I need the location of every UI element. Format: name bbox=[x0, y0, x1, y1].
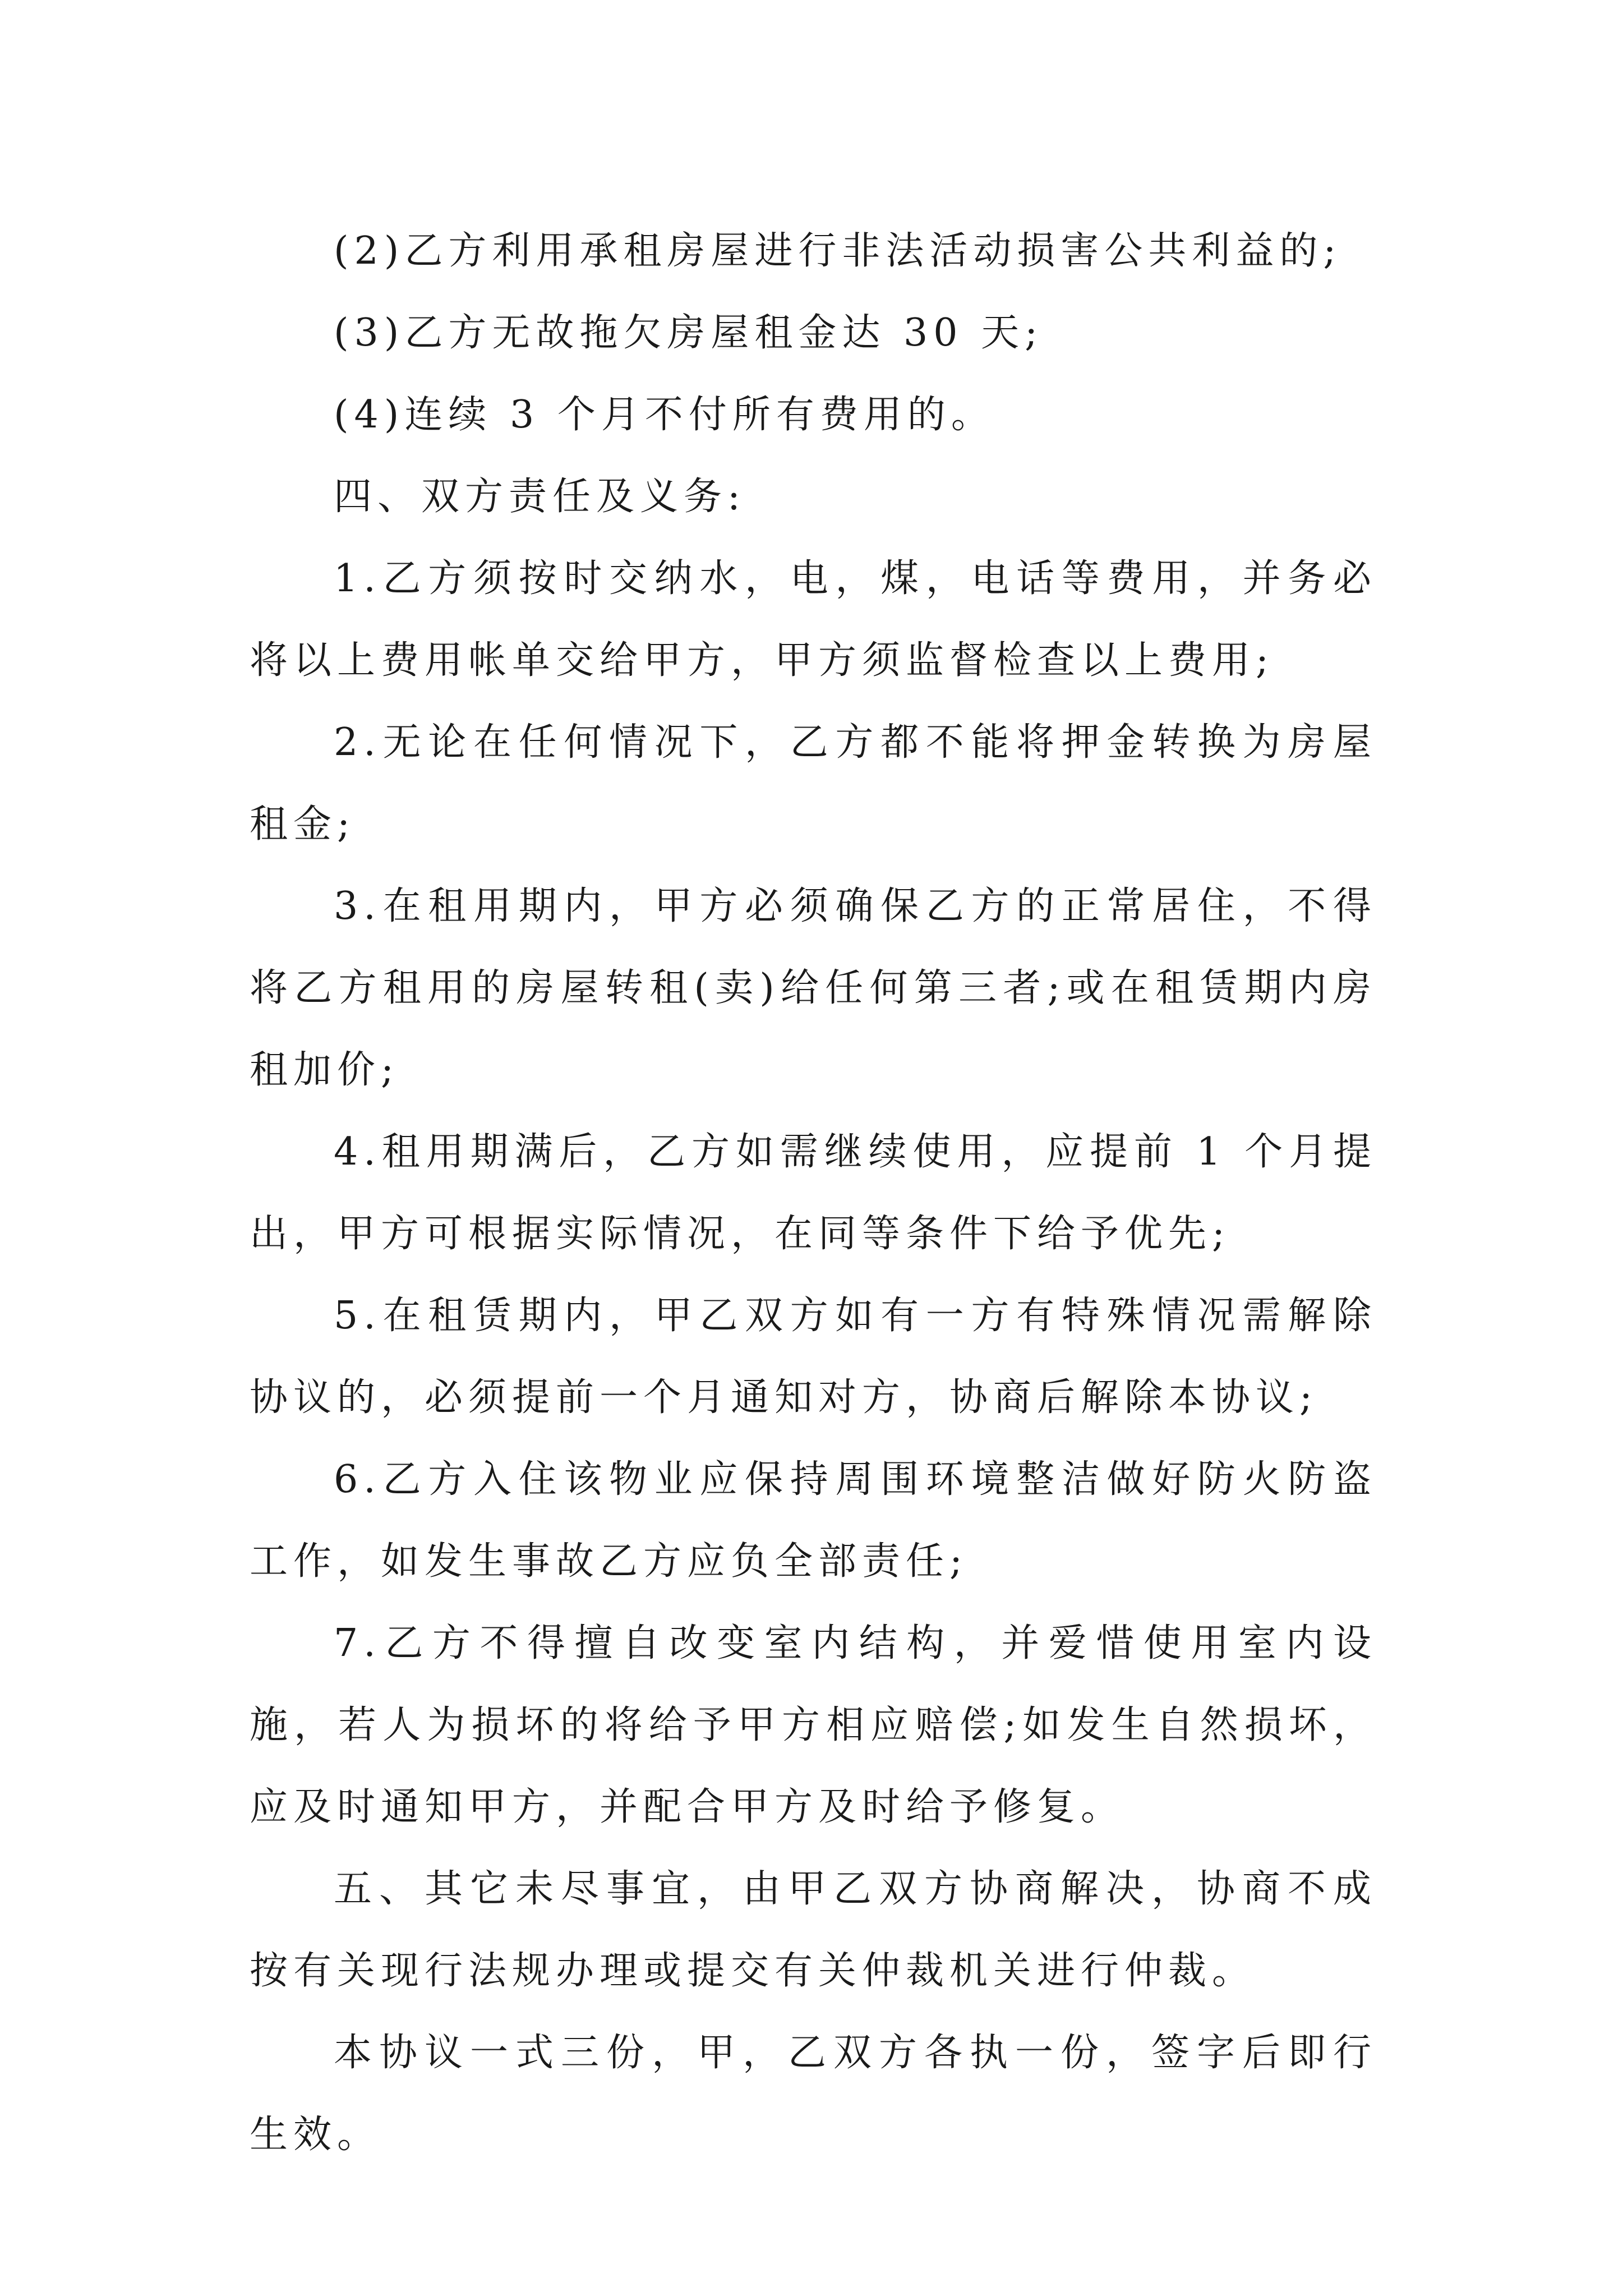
paragraph-item-3: 3.在租用期内，甲方必须确保乙方的正常居住，不得将乙方租用的房屋转租(卖)给任何第三者;或在租赁期内房租加价; bbox=[250, 884, 1377, 1092]
document-body bbox=[250, 210, 1377, 2176]
paragraph-item-2: 2.无论在任何情况下，乙方都不能将押金转换为房屋租金; bbox=[250, 720, 1377, 846]
paragraph-item-5: 5.在租赁期内，甲乙双方如有一方有特殊情况需解除协议的，必须提前一个月通知对方，协商后解除本协议; bbox=[250, 1294, 1377, 1420]
paragraph-clause-3-4: (4)连续 3 个月不付所有费用的。 bbox=[334, 393, 995, 437]
paragraph-closing: 本协议一式三份，甲，乙双方各执一份，签字后即行生效。 bbox=[250, 2031, 1377, 2157]
paragraph-clause-3-3: (3)乙方无故拖欠房屋租金达 30 天; bbox=[334, 311, 1043, 355]
paragraph-item-1: 1.乙方须按时交纳水，电，煤，电话等费用，并务必将以上费用帐单交给甲方，甲方须监督检查以上费用; bbox=[250, 556, 1377, 683]
paragraph-item-7: 7.乙方不得擅自改变室内结构，并爱惜使用室内设施，若人为损坏的将给予甲方相应赔偿;如发生自然损坏，应及时通知甲方，并配合甲方及时给予修复。 bbox=[250, 1621, 1377, 1829]
paragraph-item-4: 4.租用期满后，乙方如需继续使用，应提前 1 个月提出，甲方可根据实际情况，在同等条件下给予优先; bbox=[250, 1130, 1377, 1256]
paragraph-item-6: 6.乙方入住该物业应保持周围环境整洁做好防火防盗工作，如发生事故乙方应负全部责任; bbox=[250, 1457, 1377, 1584]
section-heading-4: 四、双方责任及义务: bbox=[334, 475, 746, 519]
paragraph-clause-3-2: (2)乙方利用承租房屋进行非法活动损害公共利益的; bbox=[334, 229, 1342, 273]
section-heading-5: 五、其它未尽事宜，由甲乙双方协商解决，协商不成按有关现行法规办理或提交有关仲裁机关进行仲裁。 bbox=[250, 1867, 1377, 1993]
